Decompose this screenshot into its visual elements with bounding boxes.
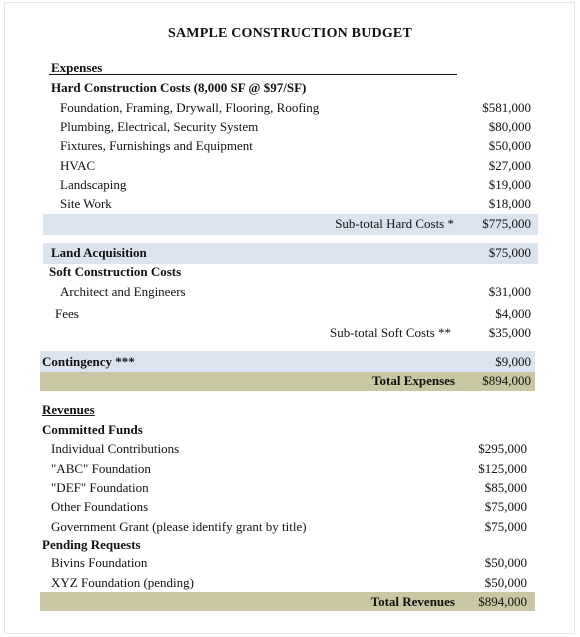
list-item-label: Site Work: [60, 196, 112, 211]
total-expenses-band: [40, 372, 535, 391]
list-item-amount: $31,000: [488, 284, 531, 299]
document-title: SAMPLE CONSTRUCTION BUDGET: [167, 26, 412, 41]
total-expenses-label: Total Expenses: [372, 373, 455, 388]
list-item-label: Architect and Engineers: [60, 284, 186, 299]
land-acquisition-amount: $75,000: [488, 245, 531, 260]
list-item-amount: $125,000: [478, 461, 527, 476]
list-item-label: Fees: [55, 306, 79, 321]
list-item-label: "DEF" Foundation: [51, 480, 149, 495]
contingency-label: Contingency ***: [42, 354, 135, 369]
list-item-label: HVAC: [60, 158, 96, 173]
total-revenues-band: [40, 592, 535, 611]
list-item-label: Government Grant (please identify grant by title): [51, 519, 307, 534]
list-item-label: Landscaping: [60, 177, 127, 192]
list-item-amount: $18,000: [488, 196, 531, 211]
list-item-label: "ABC" Foundation: [51, 461, 151, 476]
soft-costs-subtotal-label: Sub-total Soft Costs **: [330, 325, 451, 340]
total-revenues-amount: $894,000: [478, 594, 527, 609]
expenses-rule: [49, 74, 457, 75]
list-item-label: Bivins Foundation: [51, 555, 148, 570]
list-item-amount: $75,000: [484, 499, 527, 514]
list-item-label: Other Foundations: [51, 499, 149, 514]
contingency-amount: $9,000: [495, 354, 531, 369]
list-item-amount: $27,000: [488, 158, 531, 173]
list-item-label: Foundation, Framing, Drywall, Flooring, Roofing: [60, 100, 320, 115]
total-revenues-label: Total Revenues: [370, 594, 455, 609]
list-item-amount: $19,000: [488, 177, 531, 192]
soft-costs-subtotal-amount: $35,000: [488, 325, 531, 340]
committed-funds-heading: Committed Funds: [42, 422, 143, 437]
list-item-amount: $50,000: [488, 138, 531, 153]
pending-requests-heading: Pending Requests: [42, 537, 141, 552]
hard-costs-subtotal-band: [43, 214, 538, 235]
list-item-amount: $581,000: [482, 100, 531, 115]
hard-costs-subtotal-label: Sub-total Hard Costs *: [335, 216, 454, 231]
hard-costs-subtotal-amount: $775,000: [482, 216, 531, 231]
list-item-amount: $50,000: [484, 555, 527, 570]
list-item-amount: $295,000: [478, 441, 527, 456]
soft-costs-heading: Soft Construction Costs: [49, 264, 182, 279]
list-item-amount: $80,000: [488, 119, 531, 134]
list-item-amount: $75,000: [484, 519, 527, 534]
hard-costs-heading: Hard Construction Costs (8,000 SF @ $97/SF): [51, 80, 307, 95]
list-item-label: Plumbing, Electrical, Security System: [60, 119, 259, 134]
land-acquisition-label: Land Acquisition: [51, 245, 147, 260]
list-item-label: XYZ Foundation (pending): [51, 575, 194, 590]
list-item-amount: $50,000: [484, 575, 527, 590]
total-expenses-amount: $894,000: [482, 373, 531, 388]
revenues-heading: Revenues: [42, 402, 95, 417]
list-item-amount: $4,000: [495, 306, 531, 321]
expenses-heading: Expenses: [51, 60, 103, 75]
list-item-label: Fixtures, Furnishings and Equipment: [60, 138, 253, 153]
list-item-label: Individual Contributions: [51, 441, 180, 456]
list-item-amount: $85,000: [484, 480, 527, 495]
